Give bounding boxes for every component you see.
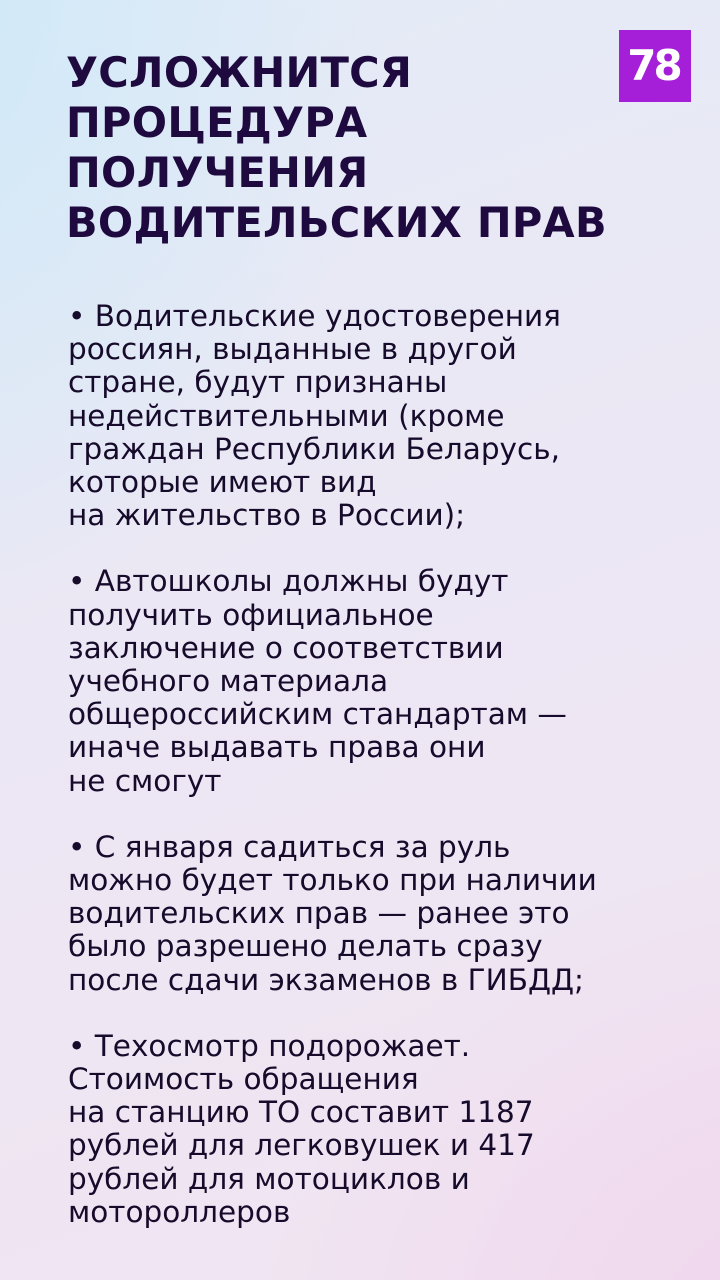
headline-line: ПРОЦЕДУРА — [66, 98, 368, 147]
bullet-line: было разрешено делать сразу — [68, 929, 543, 964]
headline-line: УСЛОЖНИТСЯ — [66, 48, 413, 97]
bullet-item-january-rule — [68, 831, 708, 997]
bullet-line: • Техосмотр подорожает. — [68, 1028, 471, 1063]
bullet-line: • С января садиться за руль — [68, 829, 511, 864]
bullet-line: можно будет только при наличии — [68, 863, 597, 898]
headline — [66, 48, 626, 248]
bullet-line: водительских прав — ранее это — [68, 896, 570, 931]
bullet-line: • Водительские удостоверения — [68, 299, 561, 333]
bullet-item-driving-schools — [68, 565, 708, 797]
bullet-line: иначе выдавать права они — [68, 730, 486, 765]
logo-text: 78 — [627, 41, 680, 90]
bullet-line: общероссийским стандартам — — [68, 697, 567, 732]
bullet-line: • Автошколы должны будут — [68, 564, 509, 599]
bullet-line: россиян, выданные в другой — [68, 332, 517, 367]
bullet-line: недействительными (кроме — [68, 398, 505, 433]
bullet-line: учебного материала — [68, 664, 389, 699]
bullet-line: мотороллеров — [68, 1194, 291, 1229]
bullet-line: получить официальное — [68, 597, 434, 632]
bullet-list — [68, 300, 708, 1229]
bullet-line: на жительство в России); — [68, 498, 466, 533]
bullet-line: на станцию ТО составит 1187 — [68, 1095, 534, 1130]
bullet-line: которые имеют вид — [68, 465, 377, 500]
bullet-line: после сдачи экзаменов в ГИБДД; — [68, 962, 584, 997]
headline-line: ПОЛУЧЕНИЯ — [66, 148, 369, 197]
bullet-item-inspection-cost — [68, 1030, 708, 1229]
bullet-line: стране, будут признаны — [68, 365, 448, 400]
bullet-line: рублей для легковушек и 417 — [68, 1128, 535, 1163]
bullet-line: Стоимость обращения — [68, 1062, 419, 1097]
headline-line: ВОДИТЕЛЬСКИХ ПРАВ — [66, 198, 607, 247]
bullet-line: заключение о соответствии — [68, 630, 504, 665]
bullet-item-foreign-licenses — [68, 300, 708, 532]
bullet-line: рублей для мотоциклов и — [68, 1161, 470, 1196]
bullet-line: граждан Республики Беларусь, — [68, 431, 560, 466]
channel-78-logo — [619, 30, 691, 102]
bullet-line: не смогут — [68, 763, 222, 798]
